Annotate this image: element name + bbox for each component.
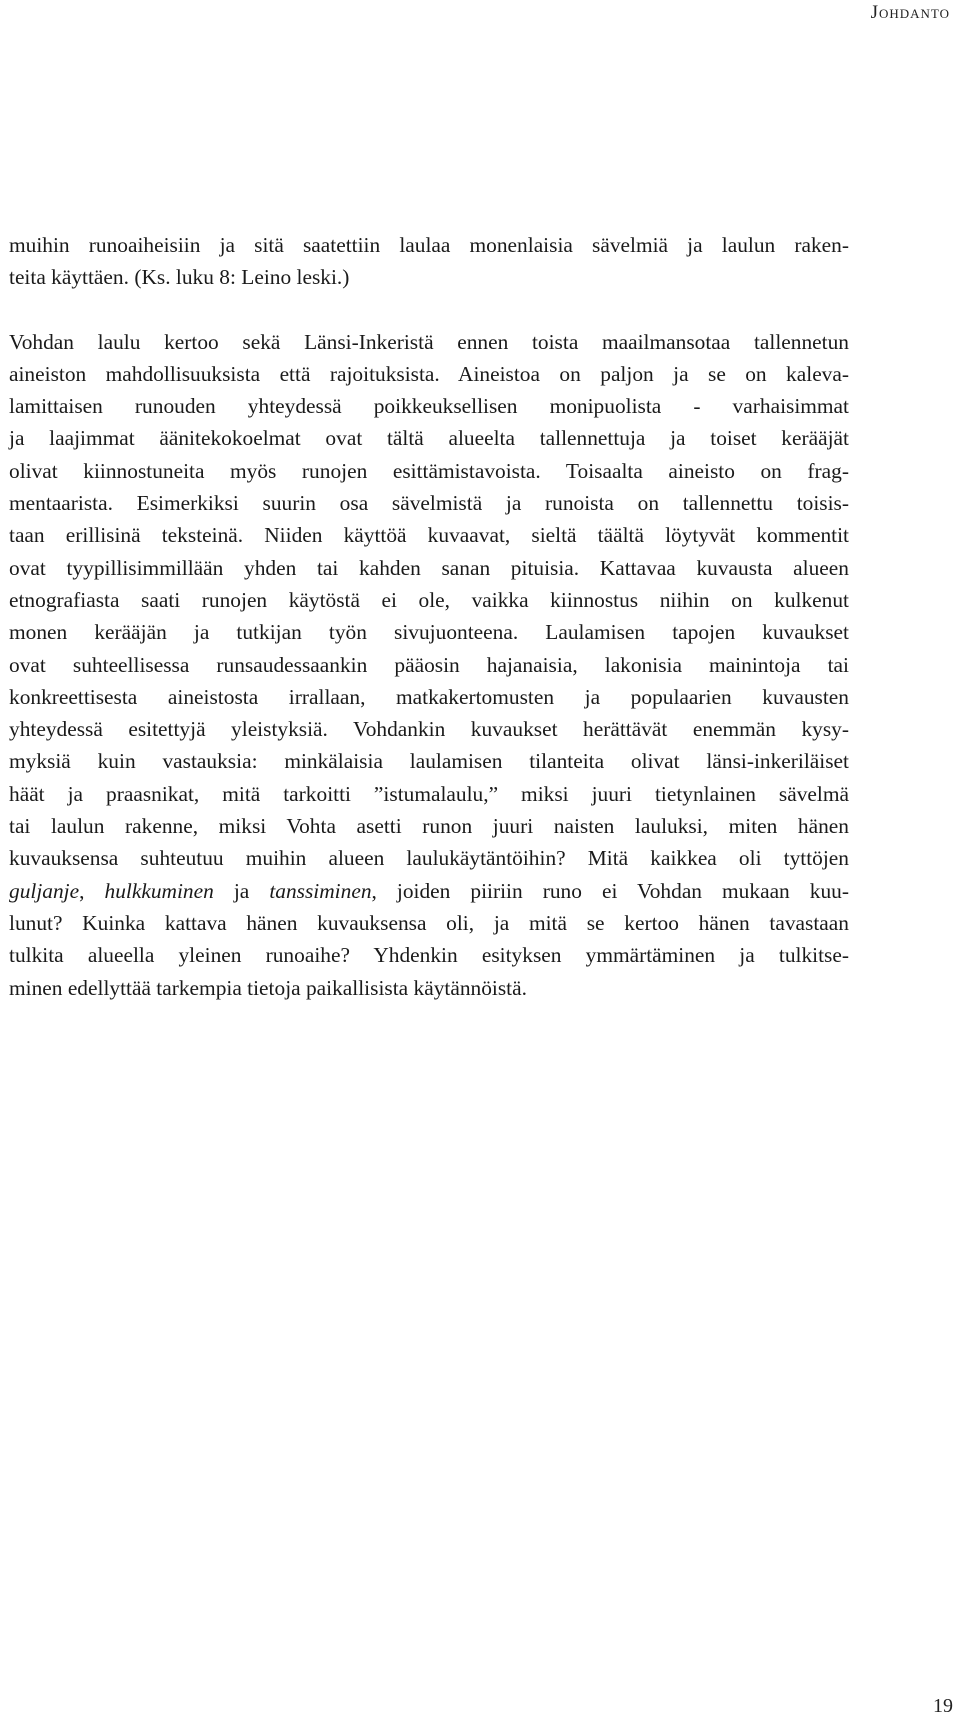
text-line: häät ja praasnikat, mitä tarkoitti ”istumalaulu,” miksi juuri tietynlainen sävelmä <box>9 781 849 806</box>
separator: ja <box>213 878 270 903</box>
text-line-with-italics <box>9 875 849 907</box>
text-line: olivat kiinnostuneita myös runojen esittämistavoista. Toisaalta aineisto on frag- <box>9 458 849 483</box>
text-line: ovat tyypillisimmillään yhden tai kahden sanan pituisia. Kattavaa kuvausta alueen <box>9 555 849 580</box>
body-text <box>9 229 849 1004</box>
paragraph-2 <box>9 326 849 1004</box>
text-line: minen edellyttää tarkempia tietoja paikallisista käytännöistä. <box>9 975 527 1000</box>
running-header: Johdanto <box>870 2 950 23</box>
italic-term: tanssiminen <box>269 878 372 903</box>
text-line: taan erillisinä teksteinä. Niiden käyttöä kuvaavat, sieltä täältä löytyvät kommentit <box>9 523 849 548</box>
text-line: yhteydessä esitettyjä yleistyksiä. Vohdankin kuvaukset herättävät enemmän kysy- <box>9 717 849 742</box>
text-line: mentaarista. Esimerkiksi suurin osa sävelmistä ja runoista on tallennettu toisis- <box>9 491 849 516</box>
text-line: myksiä kuin vastauksia: minkälaisia laulamisen tilanteita olivat länsi-inkeriläiset <box>9 749 849 774</box>
italic-term: hulkkuminen <box>104 878 214 903</box>
text-line: tai laulun rakenne, miksi Vohta asetti runon juuri naisten lauluksi, miten hänen <box>9 814 849 839</box>
italic-term: guljanje <box>9 878 80 903</box>
text-line: lunut? Kuinka kattava hänen kuvauksensa oli, ja mitä se kertoo hänen tavastaan <box>9 910 849 935</box>
text-line: teita käyttäen. (Ks. luku 8: Leino leski.) <box>9 265 350 290</box>
text-line: tulkita alueella yleinen runoaihe? Yhdenkin esityksen ymmärtäminen ja tulkitse- <box>9 943 849 968</box>
text-line: aineiston mahdollisuuksista että rajoituksista. Aineistoa on paljon ja se on kaleva- <box>9 361 849 386</box>
text-line: ovat suhteellisessa runsaudessaankin pääosin hajanaisia, lakonisia mainintoja tai <box>9 652 849 677</box>
text-line: monen kerääjän ja tutkijan työn sivujuonteena. Laulamisen tapojen kuvaukset <box>9 620 849 645</box>
text-line: muihin runoaiheisiin ja sitä saatettiin laulaa monenlaisia sävelmiä ja laulun raken- <box>9 233 849 257</box>
line-remainder: , joiden piiriin runo ei Vohdan mukaan kuu- <box>371 878 849 903</box>
text-line: Vohdan laulu kertoo sekä Länsi-Inkeristä ennen toista maailmansotaa tallennetun <box>9 329 849 354</box>
text-line: konkreettisesta aineistosta irrallaan, matkakertomusten ja populaarien kuvausten <box>9 684 849 709</box>
text-line: ja laajimmat äänitekokoelmat ovat tältä alueelta tallennettuja ja toiset kerääjät <box>9 426 849 451</box>
text-line: etnografiasta saati runojen käytöstä ei ole, vaikka kiinnostus niihin on kulkenut <box>9 587 849 612</box>
separator: , <box>79 878 105 903</box>
paragraph-1 <box>9 229 849 294</box>
page-number: 19 <box>933 1695 953 1717</box>
text-line: lamittaisen runouden yhteydessä poikkeuksellisen monipuolista - varhaisimmat <box>9 394 849 419</box>
text-line: kuvauksensa suhteutuu muihin alueen laulukäytäntöihin? Mitä kaikkea oli tyttöjen <box>9 846 849 871</box>
